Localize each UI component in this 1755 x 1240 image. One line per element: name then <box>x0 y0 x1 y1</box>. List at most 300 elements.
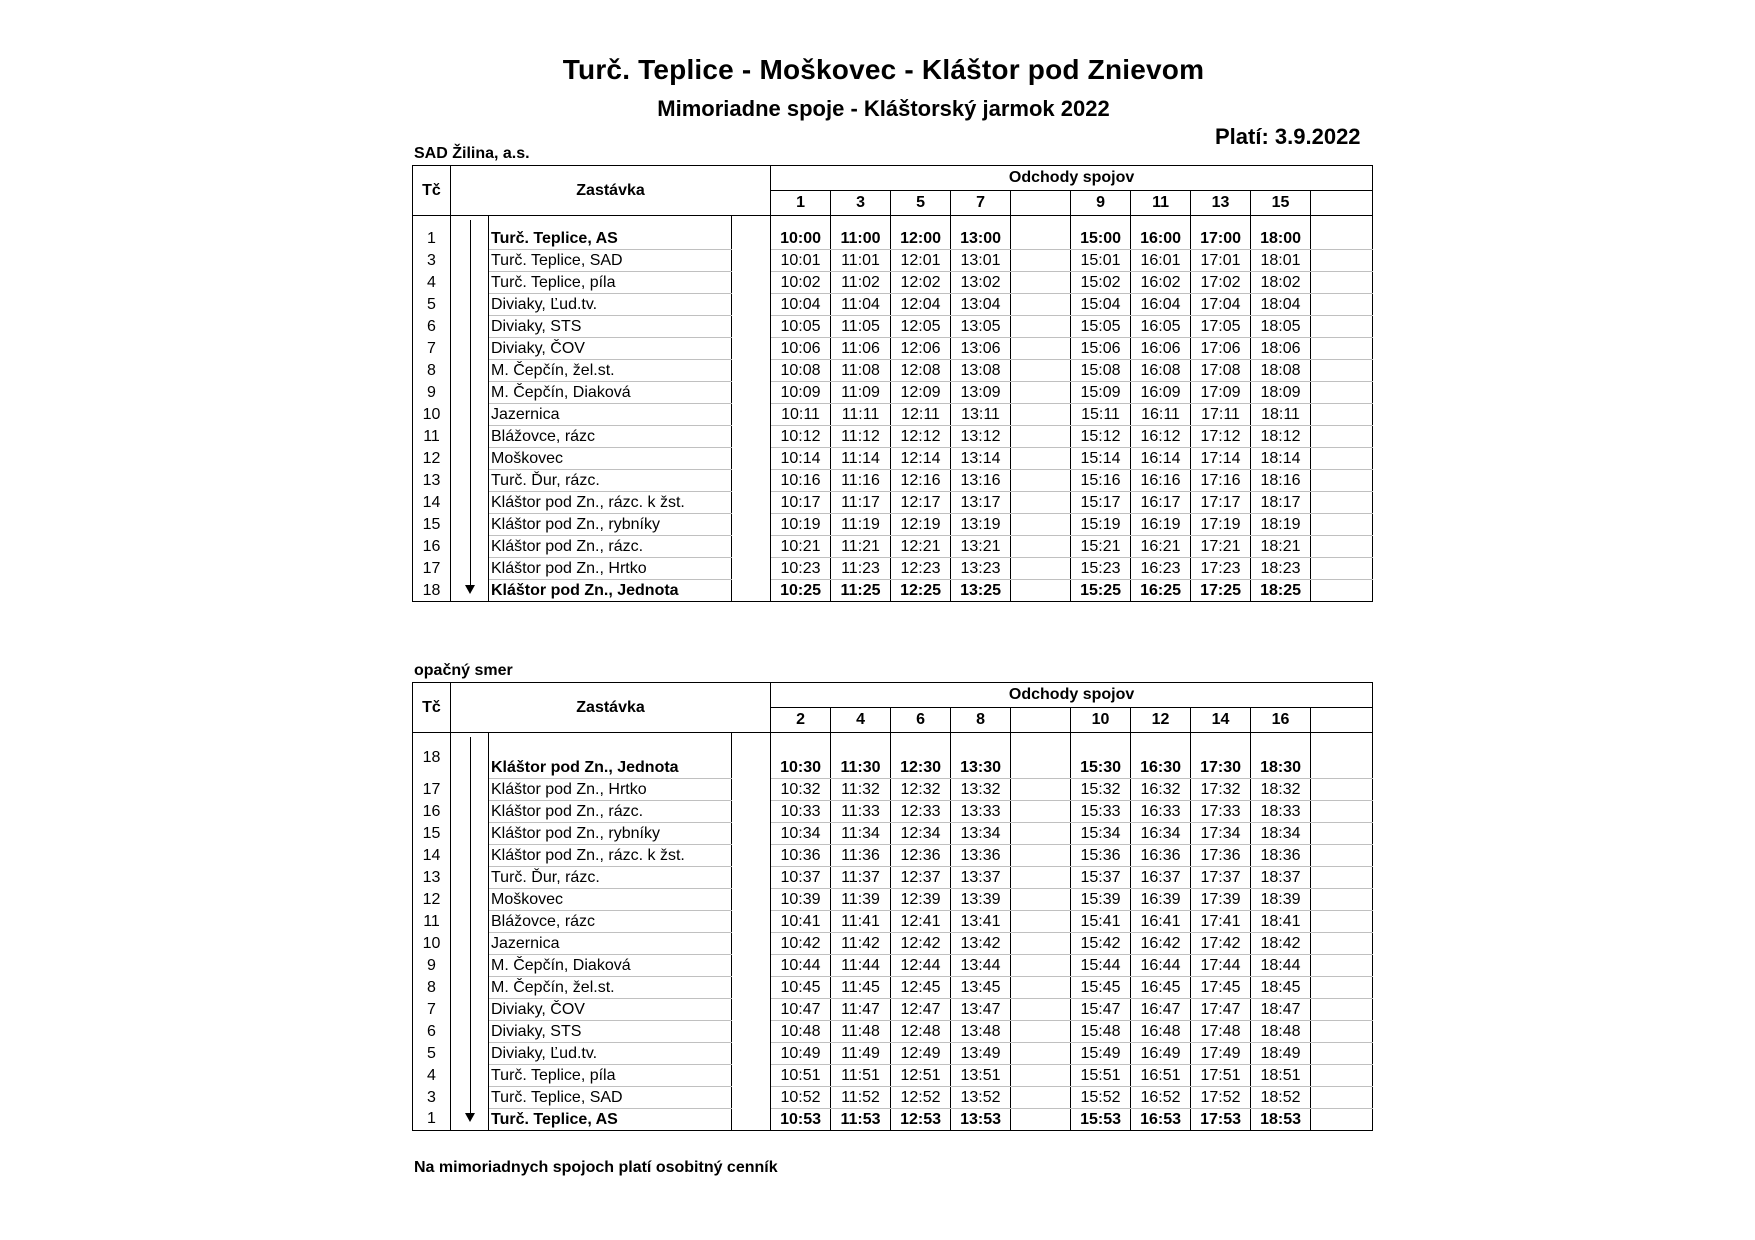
departure-time: 11:05 <box>831 316 891 338</box>
departure-time: 12:44 <box>891 954 951 976</box>
departure-time: 18:05 <box>1251 316 1311 338</box>
stop-name: Kláštor pod Zn., rázc. k žst. <box>489 492 732 514</box>
departure-time: 10:08 <box>771 360 831 382</box>
departure-time <box>1311 932 1373 954</box>
departure-time: 15:33 <box>1071 800 1131 822</box>
departure-time <box>1311 910 1373 932</box>
departure-time: 17:51 <box>1191 1064 1251 1086</box>
tariff-point: 3 <box>413 250 451 272</box>
departure-time <box>1011 272 1071 294</box>
stop-name: Diviaky, Ľud.tv. <box>489 1042 732 1064</box>
table-row <box>413 228 1373 250</box>
departure-time <box>1311 822 1373 844</box>
header-stop: Zastávka <box>451 683 771 733</box>
departure-time: 11:47 <box>831 998 891 1020</box>
page-subtitle: Mimoriadne spoje - Kláštorský jarmok 2022 <box>657 96 1110 121</box>
stop-name: Kláštor pod Zn., Hrtko <box>489 778 732 800</box>
stop-name: Turč. Teplice, AS <box>489 228 732 250</box>
departure-time: 16:01 <box>1131 250 1191 272</box>
stop-name: Jazernica <box>489 404 732 426</box>
connection-number: 15 <box>1251 191 1311 216</box>
departure-time: 10:23 <box>771 558 831 580</box>
tariff-point: 5 <box>413 1042 451 1064</box>
departure-time: 15:49 <box>1071 1042 1131 1064</box>
departure-time: 16:52 <box>1131 1086 1191 1108</box>
header-tc: Tč <box>413 166 451 216</box>
departure-time: 10:14 <box>771 448 831 470</box>
departure-time: 17:00 <box>1191 228 1251 250</box>
departure-time: 11:41 <box>831 910 891 932</box>
departure-time: 11:17 <box>831 492 891 514</box>
connection-number: 9 <box>1071 191 1131 216</box>
departure-time: 17:09 <box>1191 382 1251 404</box>
timetable-outbound <box>412 165 1373 602</box>
departure-time <box>1311 866 1373 888</box>
departure-time: 12:17 <box>891 492 951 514</box>
departure-time: 18:12 <box>1251 426 1311 448</box>
departure-time: 13:47 <box>951 998 1011 1020</box>
departure-time: 13:37 <box>951 866 1011 888</box>
departure-time: 12:08 <box>891 360 951 382</box>
departure-time: 15:14 <box>1071 448 1131 470</box>
departure-time: 18:49 <box>1251 1042 1311 1064</box>
departure-time: 13:05 <box>951 316 1011 338</box>
fare-note: Na mimoriadnych spojoch platí osobitný cenník <box>414 1159 778 1176</box>
page-title: Turč. Teplice - Moškovec - Kláštor pod Znievom <box>562 54 1205 85</box>
tariff-point: 11 <box>413 910 451 932</box>
departure-time <box>1311 1064 1373 1086</box>
departure-time <box>1311 580 1373 602</box>
departure-time: 12:21 <box>891 536 951 558</box>
departure-time: 11:04 <box>831 294 891 316</box>
departure-time: 13:09 <box>951 382 1011 404</box>
departure-time <box>1011 822 1071 844</box>
departure-time: 13:19 <box>951 514 1011 536</box>
departure-time: 13:51 <box>951 1064 1011 1086</box>
connection-number <box>1011 191 1071 216</box>
stop-name: Kláštor pod Zn., rybníky <box>489 514 732 536</box>
departure-time <box>1011 888 1071 910</box>
header-stop: Zastávka <box>451 166 771 216</box>
departure-time: 17:48 <box>1191 1020 1251 1042</box>
departure-time: 16:37 <box>1131 866 1191 888</box>
departure-time: 12:25 <box>891 580 951 602</box>
tariff-point: 5 <box>413 294 451 316</box>
departure-time: 18:51 <box>1251 1064 1311 1086</box>
departure-time: 17:11 <box>1191 404 1251 426</box>
departure-time: 10:01 <box>771 250 831 272</box>
departure-time: 17:16 <box>1191 470 1251 492</box>
timetable-return <box>412 682 1373 1131</box>
tariff-point: 7 <box>413 338 451 360</box>
departure-time: 10:09 <box>771 382 831 404</box>
spacer-row <box>413 733 1373 746</box>
departure-time: 13:30 <box>951 745 1011 778</box>
departure-time: 13:23 <box>951 558 1011 580</box>
departure-time: 13:34 <box>951 822 1011 844</box>
table-row <box>413 404 1373 426</box>
departure-time: 18:48 <box>1251 1020 1311 1042</box>
departure-time: 11:44 <box>831 954 891 976</box>
spacer-row <box>413 216 1373 229</box>
departure-time: 11:42 <box>831 932 891 954</box>
departure-time <box>1011 1064 1071 1086</box>
departure-time: 15:41 <box>1071 910 1131 932</box>
departure-time: 15:30 <box>1071 745 1131 778</box>
table-row <box>413 910 1373 932</box>
departure-time <box>1011 998 1071 1020</box>
departure-time <box>1311 1020 1373 1042</box>
departure-time: 17:45 <box>1191 976 1251 998</box>
departure-time: 13:06 <box>951 338 1011 360</box>
stop-name: Moškovec <box>489 888 732 910</box>
departure-time: 15:08 <box>1071 360 1131 382</box>
departure-time: 12:51 <box>891 1064 951 1086</box>
table-row <box>413 272 1373 294</box>
departure-time: 17:21 <box>1191 536 1251 558</box>
departure-time: 18:37 <box>1251 866 1311 888</box>
departure-time: 13:14 <box>951 448 1011 470</box>
table-row <box>413 360 1373 382</box>
departure-time: 15:00 <box>1071 228 1131 250</box>
departure-time: 15:02 <box>1071 272 1131 294</box>
table-row <box>413 338 1373 360</box>
departure-time: 10:45 <box>771 976 831 998</box>
tariff-point: 10 <box>413 404 451 426</box>
departure-time <box>1011 250 1071 272</box>
departure-time: 16:17 <box>1131 492 1191 514</box>
tariff-point: 18 <box>413 580 451 602</box>
departure-time: 11:49 <box>831 1042 891 1064</box>
departure-time: 10:53 <box>771 1108 831 1130</box>
departure-time: 16:00 <box>1131 228 1191 250</box>
stop-name: Turč. Teplice, SAD <box>489 250 732 272</box>
connection-number: 12 <box>1131 708 1191 733</box>
departure-time: 18:16 <box>1251 470 1311 492</box>
departure-time: 12:30 <box>891 745 951 778</box>
departure-time: 15:47 <box>1071 998 1131 1020</box>
departure-time: 15:39 <box>1071 888 1131 910</box>
departure-time <box>1311 294 1373 316</box>
departure-time: 15:34 <box>1071 822 1131 844</box>
departure-time: 11:39 <box>831 888 891 910</box>
connection-number <box>1311 191 1373 216</box>
stop-name: M. Čepčín, žel.st. <box>489 976 732 998</box>
departure-time: 18:44 <box>1251 954 1311 976</box>
departure-time: 15:36 <box>1071 844 1131 866</box>
tariff-point: 7 <box>413 998 451 1020</box>
departure-time <box>1011 294 1071 316</box>
departure-time <box>1311 514 1373 536</box>
departure-time: 16:14 <box>1131 448 1191 470</box>
departure-time: 16:05 <box>1131 316 1191 338</box>
departure-time <box>1311 1108 1373 1130</box>
departure-time: 11:14 <box>831 448 891 470</box>
departure-time: 18:39 <box>1251 888 1311 910</box>
departure-time: 18:53 <box>1251 1108 1311 1130</box>
departure-time <box>1311 976 1373 998</box>
departure-time: 18:30 <box>1251 745 1311 778</box>
departure-time: 10:33 <box>771 800 831 822</box>
departure-time <box>1311 1042 1373 1064</box>
tariff-point: 12 <box>413 448 451 470</box>
departure-time: 15:05 <box>1071 316 1131 338</box>
departure-time: 18:17 <box>1251 492 1311 514</box>
departure-time: 15:37 <box>1071 866 1131 888</box>
departure-time: 11:51 <box>831 1064 891 1086</box>
departure-time <box>1011 382 1071 404</box>
connection-number: 7 <box>951 191 1011 216</box>
departure-time: 12:53 <box>891 1108 951 1130</box>
departure-time: 11:11 <box>831 404 891 426</box>
departure-time: 10:21 <box>771 536 831 558</box>
departure-time: 18:41 <box>1251 910 1311 932</box>
opposite-direction-label: opačný smer <box>414 662 513 679</box>
departure-time: 11:25 <box>831 580 891 602</box>
departure-time: 10:36 <box>771 844 831 866</box>
tariff-point: 14 <box>413 844 451 866</box>
table-row <box>413 470 1373 492</box>
departure-time: 18:34 <box>1251 822 1311 844</box>
departure-time <box>1311 360 1373 382</box>
departure-time: 16:36 <box>1131 844 1191 866</box>
departure-time <box>1311 338 1373 360</box>
departure-time: 12:11 <box>891 404 951 426</box>
tariff-point: 13 <box>413 866 451 888</box>
departure-time: 10:48 <box>771 1020 831 1042</box>
departure-time <box>1011 800 1071 822</box>
departure-time: 12:42 <box>891 932 951 954</box>
departure-time: 13:41 <box>951 910 1011 932</box>
table-row <box>413 294 1373 316</box>
table-row <box>413 800 1373 822</box>
departure-time: 11:53 <box>831 1108 891 1130</box>
departure-time <box>1011 426 1071 448</box>
departure-time <box>1311 888 1373 910</box>
departure-time: 11:09 <box>831 382 891 404</box>
departure-time: 12:49 <box>891 1042 951 1064</box>
departure-time: 11:52 <box>831 1086 891 1108</box>
departure-time: 17:14 <box>1191 448 1251 470</box>
stop-name: Diviaky, ČOV <box>489 338 732 360</box>
stop-name: Kláštor pod Zn., Hrtko <box>489 558 732 580</box>
departure-time <box>1011 1108 1071 1130</box>
departure-time: 18:45 <box>1251 976 1311 998</box>
departure-time: 16:25 <box>1131 580 1191 602</box>
operator-name: SAD Žilina, a.s. <box>414 145 530 162</box>
connection-number: 8 <box>951 708 1011 733</box>
departure-time: 17:12 <box>1191 426 1251 448</box>
departure-time <box>1011 866 1071 888</box>
tariff-point: 11 <box>413 426 451 448</box>
departure-time: 17:05 <box>1191 316 1251 338</box>
stop-name: M. Čepčín, Diaková <box>489 954 732 976</box>
departure-time: 16:42 <box>1131 932 1191 954</box>
departure-time: 15:52 <box>1071 1086 1131 1108</box>
departure-time <box>1011 316 1071 338</box>
departure-time: 18:52 <box>1251 1086 1311 1108</box>
stop-name: Blážovce, rázc <box>489 426 732 448</box>
departure-time: 17:08 <box>1191 360 1251 382</box>
table-row <box>413 492 1373 514</box>
departure-time <box>1311 426 1373 448</box>
tariff-point: 8 <box>413 360 451 382</box>
departure-time: 17:06 <box>1191 338 1251 360</box>
stop-name: Kláštor pod Zn., rázc. <box>489 800 732 822</box>
tariff-point: 8 <box>413 976 451 998</box>
stop-name: Kláštor pod Zn., Jednota <box>489 745 732 778</box>
tariff-point: 4 <box>413 1064 451 1086</box>
departure-time: 12:05 <box>891 316 951 338</box>
departure-time: 18:06 <box>1251 338 1311 360</box>
departure-time: 15:25 <box>1071 580 1131 602</box>
departure-time: 10:17 <box>771 492 831 514</box>
departure-time: 10:02 <box>771 272 831 294</box>
departure-time: 17:52 <box>1191 1086 1251 1108</box>
departure-time: 10:34 <box>771 822 831 844</box>
tariff-point: 9 <box>413 954 451 976</box>
departure-time: 18:36 <box>1251 844 1311 866</box>
departure-time: 12:16 <box>891 470 951 492</box>
departure-time: 12:19 <box>891 514 951 536</box>
departure-time <box>1011 1020 1071 1042</box>
departure-time <box>1311 1086 1373 1108</box>
departure-time: 12:02 <box>891 272 951 294</box>
departure-time: 15:23 <box>1071 558 1131 580</box>
departure-time: 10:41 <box>771 910 831 932</box>
departure-time: 12:23 <box>891 558 951 580</box>
departure-time: 10:47 <box>771 998 831 1020</box>
connection-number: 3 <box>831 191 891 216</box>
departure-time <box>1011 1086 1071 1108</box>
departure-time: 11:48 <box>831 1020 891 1042</box>
tariff-point: 9 <box>413 382 451 404</box>
departure-time: 15:44 <box>1071 954 1131 976</box>
departure-time: 10:49 <box>771 1042 831 1064</box>
connection-number <box>1311 708 1373 733</box>
departure-time: 13:01 <box>951 250 1011 272</box>
tariff-point: 10 <box>413 932 451 954</box>
departure-time: 10:25 <box>771 580 831 602</box>
tariff-point: 17 <box>413 778 451 800</box>
departure-time: 18:33 <box>1251 800 1311 822</box>
departure-time: 10:05 <box>771 316 831 338</box>
departure-time: 10:30 <box>771 745 831 778</box>
stop-name: Moškovec <box>489 448 732 470</box>
departure-time: 15:51 <box>1071 1064 1131 1086</box>
departure-time: 15:04 <box>1071 294 1131 316</box>
departure-time: 12:52 <box>891 1086 951 1108</box>
departure-time <box>1311 844 1373 866</box>
departure-time: 10:19 <box>771 514 831 536</box>
departure-time: 11:36 <box>831 844 891 866</box>
tariff-point: 1 <box>413 228 451 250</box>
departure-time: 10:11 <box>771 404 831 426</box>
table-row <box>413 536 1373 558</box>
departure-time: 15:19 <box>1071 514 1131 536</box>
table-row <box>413 1042 1373 1064</box>
departure-time: 10:12 <box>771 426 831 448</box>
departure-time: 17:36 <box>1191 844 1251 866</box>
departure-time: 16:44 <box>1131 954 1191 976</box>
departure-time <box>1311 250 1373 272</box>
connection-number: 1 <box>771 191 831 216</box>
departure-time: 16:12 <box>1131 426 1191 448</box>
departure-time: 12:06 <box>891 338 951 360</box>
departure-time: 15:16 <box>1071 470 1131 492</box>
departure-time: 17:53 <box>1191 1108 1251 1130</box>
departure-time <box>1011 360 1071 382</box>
departure-time: 12:41 <box>891 910 951 932</box>
departure-time: 13:48 <box>951 1020 1011 1042</box>
departure-time <box>1011 404 1071 426</box>
departure-time: 18:47 <box>1251 998 1311 1020</box>
stop-name: Turč. Ďur, rázc. <box>489 470 732 492</box>
tariff-point: 14 <box>413 492 451 514</box>
table-row <box>413 778 1373 800</box>
departure-time: 16:51 <box>1131 1064 1191 1086</box>
departure-time <box>1311 778 1373 800</box>
departure-time: 11:21 <box>831 536 891 558</box>
stop-name: Kláštor pod Zn., rázc. k žst. <box>489 844 732 866</box>
departure-time: 17:37 <box>1191 866 1251 888</box>
tariff-point: 6 <box>413 316 451 338</box>
stop-name: Turč. Teplice, píla <box>489 272 732 294</box>
departure-time: 11:16 <box>831 470 891 492</box>
connection-number: 11 <box>1131 191 1191 216</box>
departure-time: 10:06 <box>771 338 831 360</box>
table-row <box>413 1064 1373 1086</box>
departure-time: 16:39 <box>1131 888 1191 910</box>
departure-time <box>1311 228 1373 250</box>
table-row <box>413 844 1373 866</box>
departure-time: 13:32 <box>951 778 1011 800</box>
departure-time: 13:17 <box>951 492 1011 514</box>
table-row <box>413 822 1373 844</box>
departure-time: 13:39 <box>951 888 1011 910</box>
departure-time <box>1011 448 1071 470</box>
departure-time: 16:06 <box>1131 338 1191 360</box>
departure-time: 12:12 <box>891 426 951 448</box>
departure-time: 17:33 <box>1191 800 1251 822</box>
table-row <box>413 514 1373 536</box>
departure-time: 11:08 <box>831 360 891 382</box>
departure-time: 15:32 <box>1071 778 1131 800</box>
departure-time: 11:34 <box>831 822 891 844</box>
departure-time: 10:52 <box>771 1086 831 1108</box>
tariff-point: 15 <box>413 514 451 536</box>
departure-time: 11:06 <box>831 338 891 360</box>
departure-time: 16:30 <box>1131 745 1191 778</box>
departure-time: 12:36 <box>891 844 951 866</box>
departure-time <box>1311 536 1373 558</box>
connection-number: 14 <box>1191 708 1251 733</box>
departure-time <box>1311 316 1373 338</box>
departure-time: 17:23 <box>1191 558 1251 580</box>
departure-time: 12:00 <box>891 228 951 250</box>
direction-arrow-icon <box>453 737 489 1123</box>
departure-time: 11:37 <box>831 866 891 888</box>
departure-time: 10:39 <box>771 888 831 910</box>
departure-time <box>1011 470 1071 492</box>
departure-time: 16:33 <box>1131 800 1191 822</box>
departure-time <box>1011 954 1071 976</box>
departure-time <box>1311 470 1373 492</box>
stop-name: Kláštor pod Zn., rybníky <box>489 822 732 844</box>
connection-number: 6 <box>891 708 951 733</box>
departure-time: 12:09 <box>891 382 951 404</box>
departure-time <box>1311 558 1373 580</box>
